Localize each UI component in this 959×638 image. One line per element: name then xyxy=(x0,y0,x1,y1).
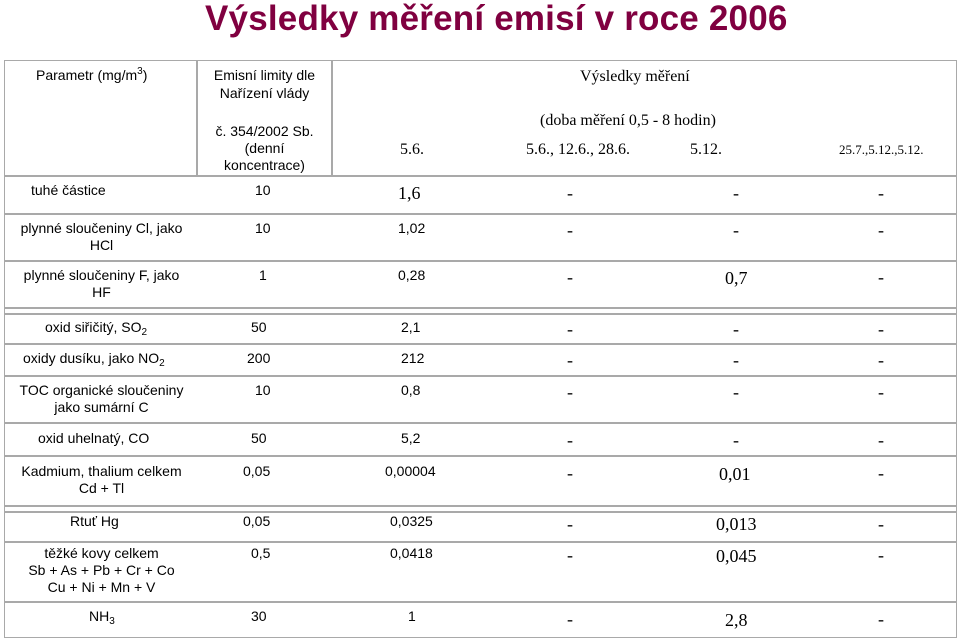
table-row xyxy=(4,512,957,542)
header-param-label: Parametr $(mg/m^3)$ xyxy=(36,66,148,83)
value-cell: - xyxy=(567,430,573,450)
value-cell: 2,1 xyxy=(401,319,421,335)
value-cell: - xyxy=(878,382,884,402)
value-cell: - xyxy=(878,267,884,287)
param-cell: $NH_3$ xyxy=(89,608,115,627)
value-cell: 1 xyxy=(408,608,416,624)
limits-line-4: (denní xyxy=(244,140,285,156)
limits-line-5: koncentrace) xyxy=(224,157,305,173)
param-cell: HF xyxy=(92,284,111,300)
value-cell: - xyxy=(878,609,884,629)
limit-cell: 0,05 xyxy=(243,513,271,529)
value-cell: - xyxy=(733,183,739,203)
value-cell: 1,02 xyxy=(398,220,426,236)
value-cell: - xyxy=(567,463,573,483)
param-cell: plynné sloučeniny Cl, jako xyxy=(20,220,183,236)
value-cell: - xyxy=(567,183,573,203)
date-col-1: 5.6. xyxy=(400,141,424,158)
results-subtitle: (doba měření 0,5 - 8 hodin) xyxy=(540,112,716,129)
value-cell: - xyxy=(733,382,739,402)
value-cell: - xyxy=(567,350,573,370)
value-cell: 0,0418 xyxy=(390,545,433,561)
value-cell: 0,0325 xyxy=(390,513,433,529)
param-cell: TOC organické sloučeniny xyxy=(19,382,184,398)
table-row xyxy=(4,602,957,638)
page-title: Výsledky měření emisí v roce 2006 xyxy=(205,0,788,38)
value-cell: 0,28 xyxy=(398,267,426,283)
param-cell: Sb + As + Pb + Cr + Co xyxy=(28,562,175,578)
date-col-3: 5.12. xyxy=(690,141,722,158)
value-cell: 0,00004 xyxy=(385,463,436,479)
value-cell: 1,6 xyxy=(398,183,421,203)
date-col-4: 25.7.,5.12.,5.12. xyxy=(839,142,924,157)
value-cell: - xyxy=(878,430,884,450)
param-cell: oxidy dusíku, jako $NO_2$ xyxy=(23,350,165,369)
value-cell: - xyxy=(567,319,573,339)
value-cell: 0,045 xyxy=(716,546,757,566)
value-cell: 212 xyxy=(401,350,425,366)
value-cell: 0,7 xyxy=(725,268,748,288)
value-cell: 0,01 xyxy=(719,464,751,484)
param-cell: Cu + Ni + Mn + V xyxy=(47,579,156,595)
param-cell: Cd + Tl xyxy=(78,480,125,496)
value-cell: 0,013 xyxy=(716,514,757,534)
date-col-2: 5.6., 12.6., 28.6. xyxy=(526,141,630,158)
value-cell: - xyxy=(878,183,884,203)
value-cell: - xyxy=(878,545,884,565)
value-cell: - xyxy=(733,220,739,240)
value-cell: - xyxy=(567,514,573,534)
value-cell: - xyxy=(567,220,573,240)
header-limits-cell xyxy=(197,60,332,176)
param-cell: oxid siřičitý, $SO_2$ xyxy=(45,319,148,338)
table-row xyxy=(4,261,957,308)
param-cell: Kadmium, thalium celkem xyxy=(21,463,182,479)
table-row xyxy=(4,456,957,506)
value-cell: - xyxy=(878,350,884,370)
limit-cell: 1 xyxy=(259,267,267,283)
param-cell: jako sumární C xyxy=(54,399,149,415)
value-cell: - xyxy=(878,514,884,534)
limits-line-2: Nařízení vlády xyxy=(219,85,310,101)
value-cell: - xyxy=(567,609,573,629)
limit-cell: 30 xyxy=(251,608,267,624)
header-results-cell xyxy=(332,60,957,176)
table-row xyxy=(4,214,957,261)
limits-line-3: č. 354/2002 Sb. xyxy=(215,123,314,139)
limit-cell: 50 xyxy=(251,319,267,335)
limit-cell: 10 xyxy=(255,182,271,198)
param-cell: oxid uhelnatý, CO xyxy=(38,430,150,446)
limits-line-1: Emisní limity dle xyxy=(213,67,316,83)
param-cell: tuhé částice xyxy=(31,182,106,198)
table-row xyxy=(4,344,957,376)
value-cell: - xyxy=(567,267,573,287)
results-title: Výsledky měření xyxy=(580,68,690,85)
limit-cell: 200 xyxy=(247,350,271,366)
table-row xyxy=(4,423,957,456)
table-row xyxy=(4,376,957,423)
value-cell: - xyxy=(733,319,739,339)
param-cell: těžké kovy celkem xyxy=(44,545,159,561)
limit-cell: 0,05 xyxy=(243,463,271,479)
page-title-bar xyxy=(0,0,959,46)
value-cell: - xyxy=(567,382,573,402)
table-row xyxy=(4,314,957,344)
limit-cell: 10 xyxy=(255,220,271,236)
value-cell: - xyxy=(733,430,739,450)
param-cell: Rtuť Hg xyxy=(70,513,119,529)
limit-cell: 0,5 xyxy=(251,545,271,561)
value-cell: 2,8 xyxy=(725,610,748,630)
value-cell: - xyxy=(878,319,884,339)
value-cell: - xyxy=(878,220,884,240)
param-cell: plynné sloučeniny F, jako xyxy=(23,267,180,283)
value-cell: - xyxy=(567,545,573,565)
table-row xyxy=(4,176,957,214)
table-row xyxy=(4,542,957,602)
value-cell: 5,2 xyxy=(401,430,421,446)
limit-cell: 50 xyxy=(251,430,267,446)
param-cell: HCl xyxy=(89,237,114,253)
results-table xyxy=(4,60,957,638)
value-cell: - xyxy=(733,350,739,370)
limit-cell: 10 xyxy=(255,382,271,398)
value-cell: - xyxy=(878,463,884,483)
value-cell: 0,8 xyxy=(401,382,421,398)
header-param-cell xyxy=(4,60,197,176)
